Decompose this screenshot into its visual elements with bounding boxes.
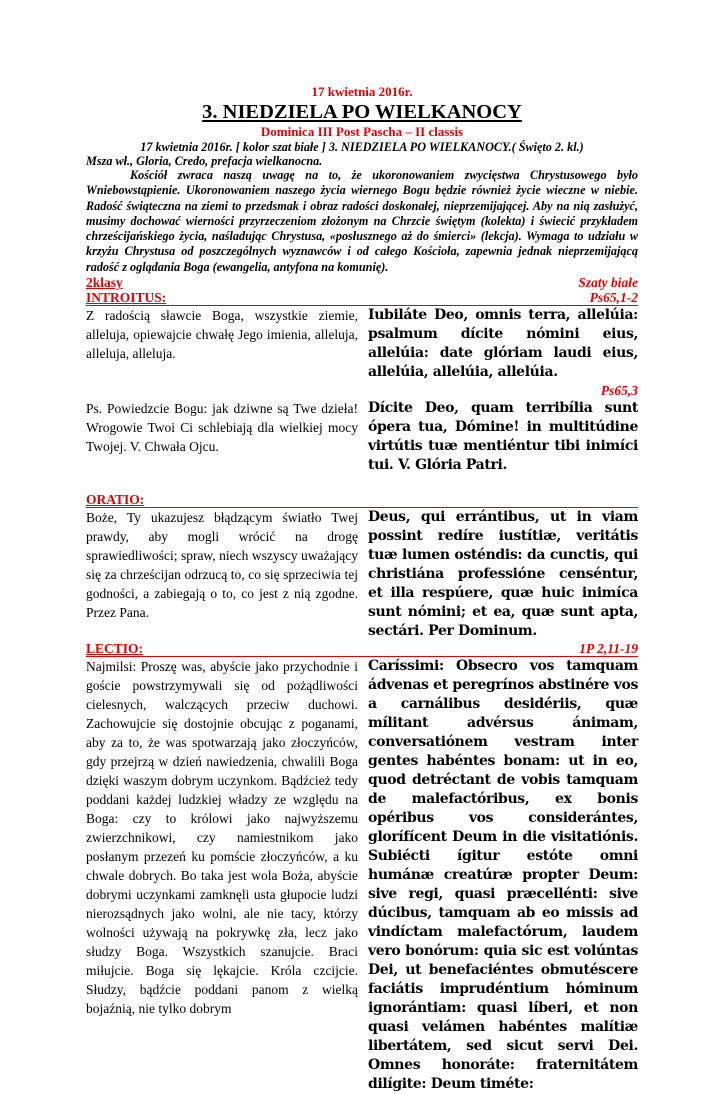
introitus-polish: Z radością sławcie Boga, wszystkie ziemie, alleluja, opiewajcie chwałę Jego imienia, alleluja, alleluja, alleluja.: [86, 308, 358, 362]
spacer: [86, 475, 638, 492]
latin-subtitle: Dominica III Post Pascha – II classis: [260, 124, 464, 139]
oratio-row: [86, 508, 638, 641]
class-label: 2klasy: [86, 275, 123, 291]
oratio-label: ORATIO:: [86, 492, 145, 508]
vestment-label: Szaty białe: [578, 275, 638, 291]
lectio-ref: 1P 2,11-19: [579, 641, 638, 657]
oratio-header: [86, 492, 638, 508]
psalm-row: [86, 399, 638, 475]
lectio-label: LECTIO:: [86, 641, 144, 657]
psalm-polish: Ps. Powiedzcie Bogu: jak dziwne są Twe dzieła! Wrogowie Twoi Ci schlebiają dla wielkiej mocy Twojej. V. Chwała Ojcu.: [86, 401, 358, 455]
introitus-latin: Iubiláte Deo, omnis terra, allelúia: psalmum dícite nómini eius, allelúia: date glóriam laudi eius, allelúia, allelúia, allelúia.: [368, 307, 638, 381]
mass-line: Msza wł., Gloria, Credo, prefacja wielkanocna.: [86, 154, 323, 168]
lectio-row: [86, 657, 638, 1094]
lectio-header: [86, 641, 638, 657]
introitus-label: INTROITUS:: [86, 290, 167, 306]
lectio-latin: Caríssimi: Obsecro vos tamquam ádvenas et peregrínos abstinére vos a carnálibus desidériis, quæ mílitant advérsus ánimam, conversatiónem vestram inter gentes habéntes bonam: ut in eo, quod detréctant de vobis tamquam de malefactóribus, ex bonis opéribus vos considerántes, glorífícent Deum in die visitatiónis. Subiécti ígitur estóte omni humánæ creatúræ propter Deum: sive regi, quasi præcellénti: sive dúcibus, tamquam ab eo missis ad vindíctam malefactórum, laudem vero bonórum: quia sic est volúntas Dei, ut benefaciéntes obmutéscere faciátis imprudéntium hóminum ignorántiam: quasi líberi, et non quasi velámen habéntes malítiæ libertátem, sed sicut servi Dei. Omnes honoráte: fraternitátem dilígite: Deum timéte:: [368, 658, 638, 1093]
introitus-ref: Ps65,1-2: [589, 290, 638, 306]
document-page: [86, 84, 638, 1094]
introitus-row: [86, 306, 638, 382]
class-bar: [86, 275, 638, 290]
intro-paragraph: Kościół zwraca naszą uwagę na to, że ukoronowaniem zwycięstwa Chrystusowego było Wniebowstąpienie. Ukoronowaniem naszego życia wiernego Bogu będzie również życie wieczne w niebie. Radość świąteczna na ziemi to przedsmak i obraz radości doskonałej, nieprzemijającej. Aby na nią zasłużyć, musimy dochować wierności przyrzeczeniom złożonym na Chrzcie świętym (kolekta) i świecić przykładem chrześcijańskiego życia, naśladując Chrystusa, «posłusznego aż do śmierci» (lekcja). Wymaga to udziału w krzyżu Chrystusa od poszczególnych wyznawców i od całego Kościoła, zapewnia jednak nieprzemijającą radość z oglądania Boga (ewangelia, antyfona na komunię).: [86, 168, 638, 274]
lectio-polish: Najmilsi: Proszę was, abyście jako przychodnie i goście powstrzymywali się od pożądliwości cielesnych, walczących przeciw duchowi. Zachowujcie się dostojnie obcując z poganami, aby za to, że was spotwarzają jako złoczyńców, gdy przejrzą w dzień nawiedzenia, chwalili Boga dzięki waszym dobrym uczynkom. Bądźcież tedy poddani każdej ludzkiej władzy ze względu na Boga: czy to królowi jako najwyższemu zwierzchnikowi, czy namiestnikom jako posłanym przezeń ku pomście złoczyńców, a ku chwale dobrych. Bo taka jest wola Boża, abyście dobrymi uczynkami zamknęli usta głupocie ludzi nierozsądnych jako wolni, ale nie tacy, którzy wolności używają na pokrywkę zła, lecz jako słudzy Boga. Wszystkich szanujcie. Braci miłujcie. Boga się lękajcie. Króla czcijcie. Słudzy, bądźcie poddani panom z wielką bojaźnią, nie tylko dobrym: [86, 659, 358, 1017]
introitus-header: [86, 290, 638, 306]
psalm-latin: Dícite Deo, quam terribília sunt ópera tua, Dómine! in multitúdine virtútis tuæ mentiéntur tibi inimíci tui. V. Glória Patri.: [368, 400, 638, 474]
meta-line: 17 kwietnia 2016r. [ kolor szat białe ] 3. NIEDZIELA PO WIELKANOCY.( Święto 2. kl.): [140, 140, 584, 154]
oratio-latin: Deus, qui errántibus, ut in viam possint redíre iustítiæ, veritátis tuæ lumen osténdis: da cunctis, qui christiána professióne censéntur, et illa respúere, quæ huic inimíca sunt nómini; et ea, quæ sunt apta, sectári. Per Dominum.: [368, 509, 638, 640]
page-title: 3. NIEDZIELA PO WIELKANOCY: [202, 101, 522, 123]
oratio-polish: Boże, Ty ukazujesz błądzącym światło Twej prawdy, aby mogli wrócić na drogę sprawiedliwości; spraw, niech wszyscy uważający się za chrześcijan odrzucą to, co się sprzeciwia tej godności, a zabiegają o to, co jest z nią zgodne. Przez Pana.: [86, 510, 358, 621]
psalm-ref: Ps65,3: [600, 383, 638, 399]
document-date: 17 kwietnia 2016r.: [311, 84, 413, 99]
